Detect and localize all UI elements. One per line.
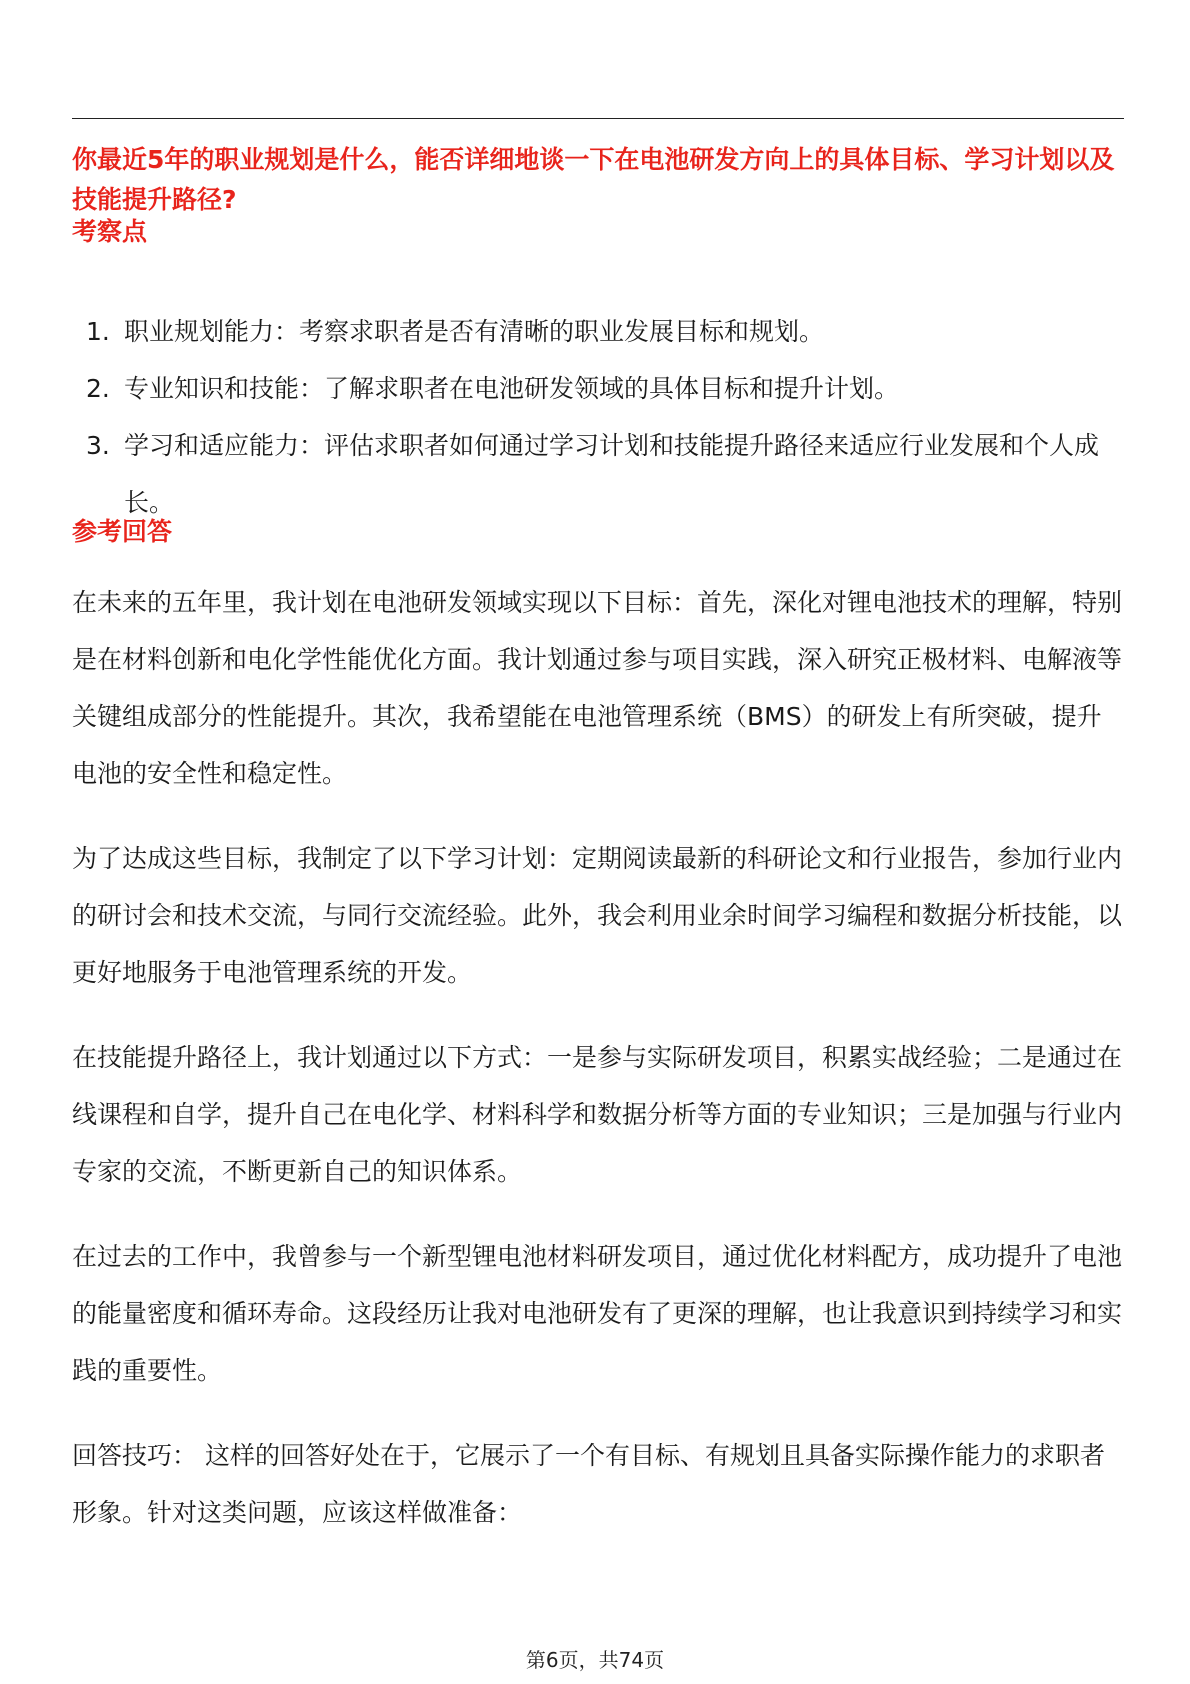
list-item <box>72 360 1124 417</box>
reference-answer-body <box>72 574 1124 1569</box>
list-item-text: 职业规划能力：考察求职者是否有清晰的职业发展目标和规划。 <box>124 317 825 346</box>
answer-paragraph: 为了达成这些目标，我制定了以下学习计划：定期阅读最新的科研论文和行业报告，参加行业内的研讨会和技术交流，与同行交流经验。此外，我会利用业余时间学习编程和数据分析技能，以更好地服务于电池管理系统的开发。 <box>72 844 1123 987</box>
answer-paragraph: 在技能提升路径上，我计划通过以下方式：一是参与实际研发项目，积累实战经验；二是通过在线课程和自学，提升自己在电化学、材料科学和数据分析等方面的专业知识；三是加强与行业内专家的交流，不断更新自己的知识体系。 <box>72 1043 1123 1186</box>
header-divider <box>72 118 1124 119</box>
exam-points-title: 考察点 <box>72 217 148 246</box>
list-item-text: 专业知识和技能：了解求职者在电池研发领域的具体目标和提升计划。 <box>124 374 900 403</box>
list-item <box>72 303 1124 360</box>
list-item-text: 学习和适应能力：评估求职者如何通过学习计划和技能提升路径来适应行业发展和个人成长。 <box>124 431 1100 517</box>
list-item-number: 2. <box>86 374 110 403</box>
list-item <box>72 417 1124 531</box>
page-number: 第6页，共74页 <box>525 1648 665 1672</box>
answer-paragraph: 回答技巧： 这样的回答好处在于，它展示了一个有目标、有规划且具备实际操作能力的求职者形象。针对这类问题，应该这样做准备： <box>72 1441 1105 1527</box>
answer-paragraph: 在未来的五年里，我计划在电池研发领域实现以下目标：首先，深化对锂电池技术的理解，特别是在材料创新和电化学性能优化方面。我计划通过参与项目实践，深入研究正极材料、电解液等关键组成部分的性能提升。其次，我希望能在电池管理系统（BMS）的研发上有所突破，提升电池的安全性和稳定性。 <box>72 588 1123 788</box>
list-item-number: 1. <box>86 317 110 346</box>
exam-points-list <box>72 303 1124 531</box>
reference-answer-title: 参考回答 <box>72 517 173 546</box>
list-item-number: 3. <box>86 431 110 460</box>
answer-paragraph: 在过去的工作中，我曾参与一个新型锂电池材料研发项目，通过优化材料配方，成功提升了电池的能量密度和循环寿命。这段经历让我对电池研发有了更深的理解，也让我意识到持续学习和实践的重要性。 <box>72 1242 1123 1385</box>
question-heading: 你最近5年的职业规划是什么，能否详细地谈一下在电池研发方向上的具体目标、学习计划以及技能提升路径? <box>72 145 1115 214</box>
